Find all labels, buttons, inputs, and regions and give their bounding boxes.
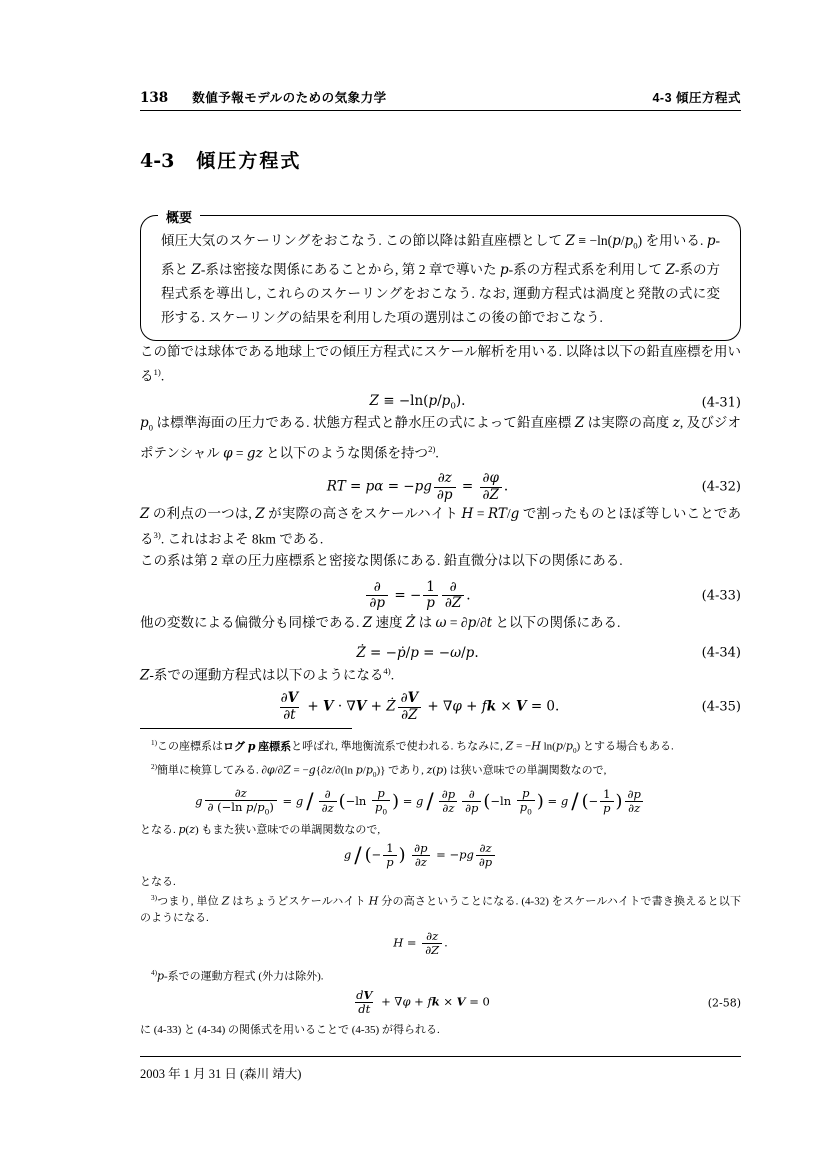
footer-rule	[140, 1056, 741, 1057]
footnote-2-equation-1	[140, 787, 741, 817]
running-section-ref: 4-3 傾圧方程式	[652, 91, 741, 105]
footnote-2-intro: $^{2)}$簡単に検算してみる. ∂φ/∂Z = −g{∂z/∂(ln $p/p_0$)} であり, z(p) は狭い意味での単調関数なので,	[151, 763, 607, 779]
equation-4-32-math: RT = pα = −pg $\frac{\partial z}{\partial p}$ = $\frac{\partial\varphi}{\partial Z}$ .	[326, 470, 509, 503]
abstract-text: 傾圧大気のスケーリングをおこなう. この節以降は鉛直座標として $Z \equiv -\ln(p/p_0)$ を用いる. p-系と Z-系は密接な関係にあることから, 第 2 章で導いた p-系の方程式系を利用して Z-系の方程式系を導出し, これらのスケーリングをおこなう. なお, 運動方程式は渦度と発散の式に変形する. スケーリングの結果を利用した項の選別はこの後の節でおこなう.	[161, 233, 721, 325]
paragraph-4: この系は第 2 章の圧力座標系と密接な関係にある. 鉛直微分は以下の関係にある.	[140, 552, 623, 568]
footnote-4-intro: $^{4)}$p-系での運動方程式 (外力は除外).	[151, 969, 324, 984]
footnote-3: $^{3)}$つまり, 単位 Z はちょうどスケールハイト H 分の高さということになる. (4-32) をスケールハイトで書き換えると以下のようになる.	[140, 894, 742, 925]
page-header	[140, 88, 741, 106]
footnote-1: $^{1)}$この座標系はログ p 座標系と呼ばれ, 準地衡流系で使われる. ちなみに, Z = −H $\ln(p/p_0)$ とする場合もある.	[151, 739, 674, 755]
section-title-text: 傾圧方程式	[196, 151, 302, 172]
equation-4-31-math: $Z \equiv -\ln(p/p_0)$.	[369, 393, 466, 412]
equation-4-33-math: ∂ ∂p = − $\frac{1}{p}$ ∂ ∂Z .	[364, 580, 516, 612]
section-title	[140, 146, 741, 173]
page-content	[140, 0, 741, 1038]
footer-date: 2003 年 1 月 31 日 (森川 靖大)	[140, 1067, 302, 1081]
header-left	[140, 88, 387, 106]
section-number: 4-3	[140, 150, 175, 172]
footnote-2-end: となる.	[140, 876, 176, 889]
footnote-4-end: に (4-33) と (4-34) の関係式を用いることで (4-35) が得られる.	[140, 1023, 440, 1036]
equation-4-34-tag: (4-34)	[701, 645, 741, 661]
equation-4-34-math: Ż = −ṗ/p = −ω/p.	[356, 644, 479, 661]
paragraph-3: Z の利点の一つは, Z が実際の高さをスケールハイト H = RT/g で割ったものとほぼ等しいことである$^{3)}$. これはおよそ 8km である.	[140, 506, 741, 547]
paragraph-6: Z-系での運動方程式は以下のようになる$^{4)}$.	[140, 665, 395, 684]
page-footer	[140, 1056, 741, 1082]
footnote-2-equation-2-math: g / (− $\frac{1}{p}$ ) $\frac{\partial p}{\partial z}$ = −pg $\frac{\partial z}{\partial p}$	[344, 842, 537, 869]
footnote-3-equation-math: H = $\frac{\partial z}{\partial Z}$ .	[393, 929, 448, 958]
abstract-label: 概要	[158, 207, 200, 226]
equation-4-33-tag: (4-33)	[701, 588, 741, 604]
footnote-2-equation-2	[140, 842, 741, 869]
header-rule	[140, 110, 741, 111]
equation-4-32	[140, 471, 741, 503]
equation-4-31-tag: (4-31)	[701, 395, 741, 411]
equation-2-58-tag: (2-58)	[707, 996, 741, 1010]
equation-2-58-math: $\frac{dV}{dt}$ + ∇φ + fk × V = 0	[356, 988, 490, 1017]
equation-4-35-math: $\frac{\partial V}{\partial t}$ + V · ∇V + Ż $\frac{\partial V}{\partial Z}$ + ∇φ + fk × V = 0.	[280, 690, 560, 723]
footnote-3-equation	[140, 930, 741, 957]
book-title: 数値予報モデルのための気象力学	[192, 91, 387, 105]
abstract-box	[140, 210, 741, 341]
equation-4-31	[140, 393, 741, 412]
equation-4-33	[140, 580, 741, 612]
footnote-2-mid: となる. p(z) もまた狭い意味での単調関数なので,	[140, 822, 381, 836]
equation-4-35	[140, 691, 741, 723]
paragraph-2: $p_0$ は標準海面の圧力である. 状態方程式と静水圧の式によって鉛直座標 Z は実際の高度 z, 及びジオポテンシャル φ = gz と以下のような関係を持つ$^{2)}$.	[140, 414, 742, 462]
paragraph-1: この節では球体である地球上での傾圧方程式にスケール解析を用いる. 以降は以下の鉛直座標を用いる$^{1)}$.	[140, 343, 741, 384]
footnote-2-equation-1-math: g $\frac{\partial z}{\partial (-\ln p/p_0)}$ = g / ∂ ∂z (−ln $\frac{p}{p_0}$ ) = g / $\frac{\partial p}{\partial z}$ ∂ ∂p (−ln $\frac{p}{p_0}$ ) = g / (− $\frac{1}{p}$ ) $\frac{\partial p}{\partial z}$	[195, 787, 686, 817]
equation-4-34	[140, 645, 741, 661]
page-number: 138	[140, 90, 169, 106]
equation-4-32-tag: (4-32)	[701, 479, 741, 495]
equation-2-58	[140, 989, 741, 1016]
paragraph-5: 他の変数による偏微分も同様である. Z 速度 Ż は ω = ∂p/∂t と以下の関係にある.	[140, 614, 621, 631]
footnote-rule	[140, 728, 352, 729]
equation-4-35-tag: (4-35)	[701, 699, 741, 715]
